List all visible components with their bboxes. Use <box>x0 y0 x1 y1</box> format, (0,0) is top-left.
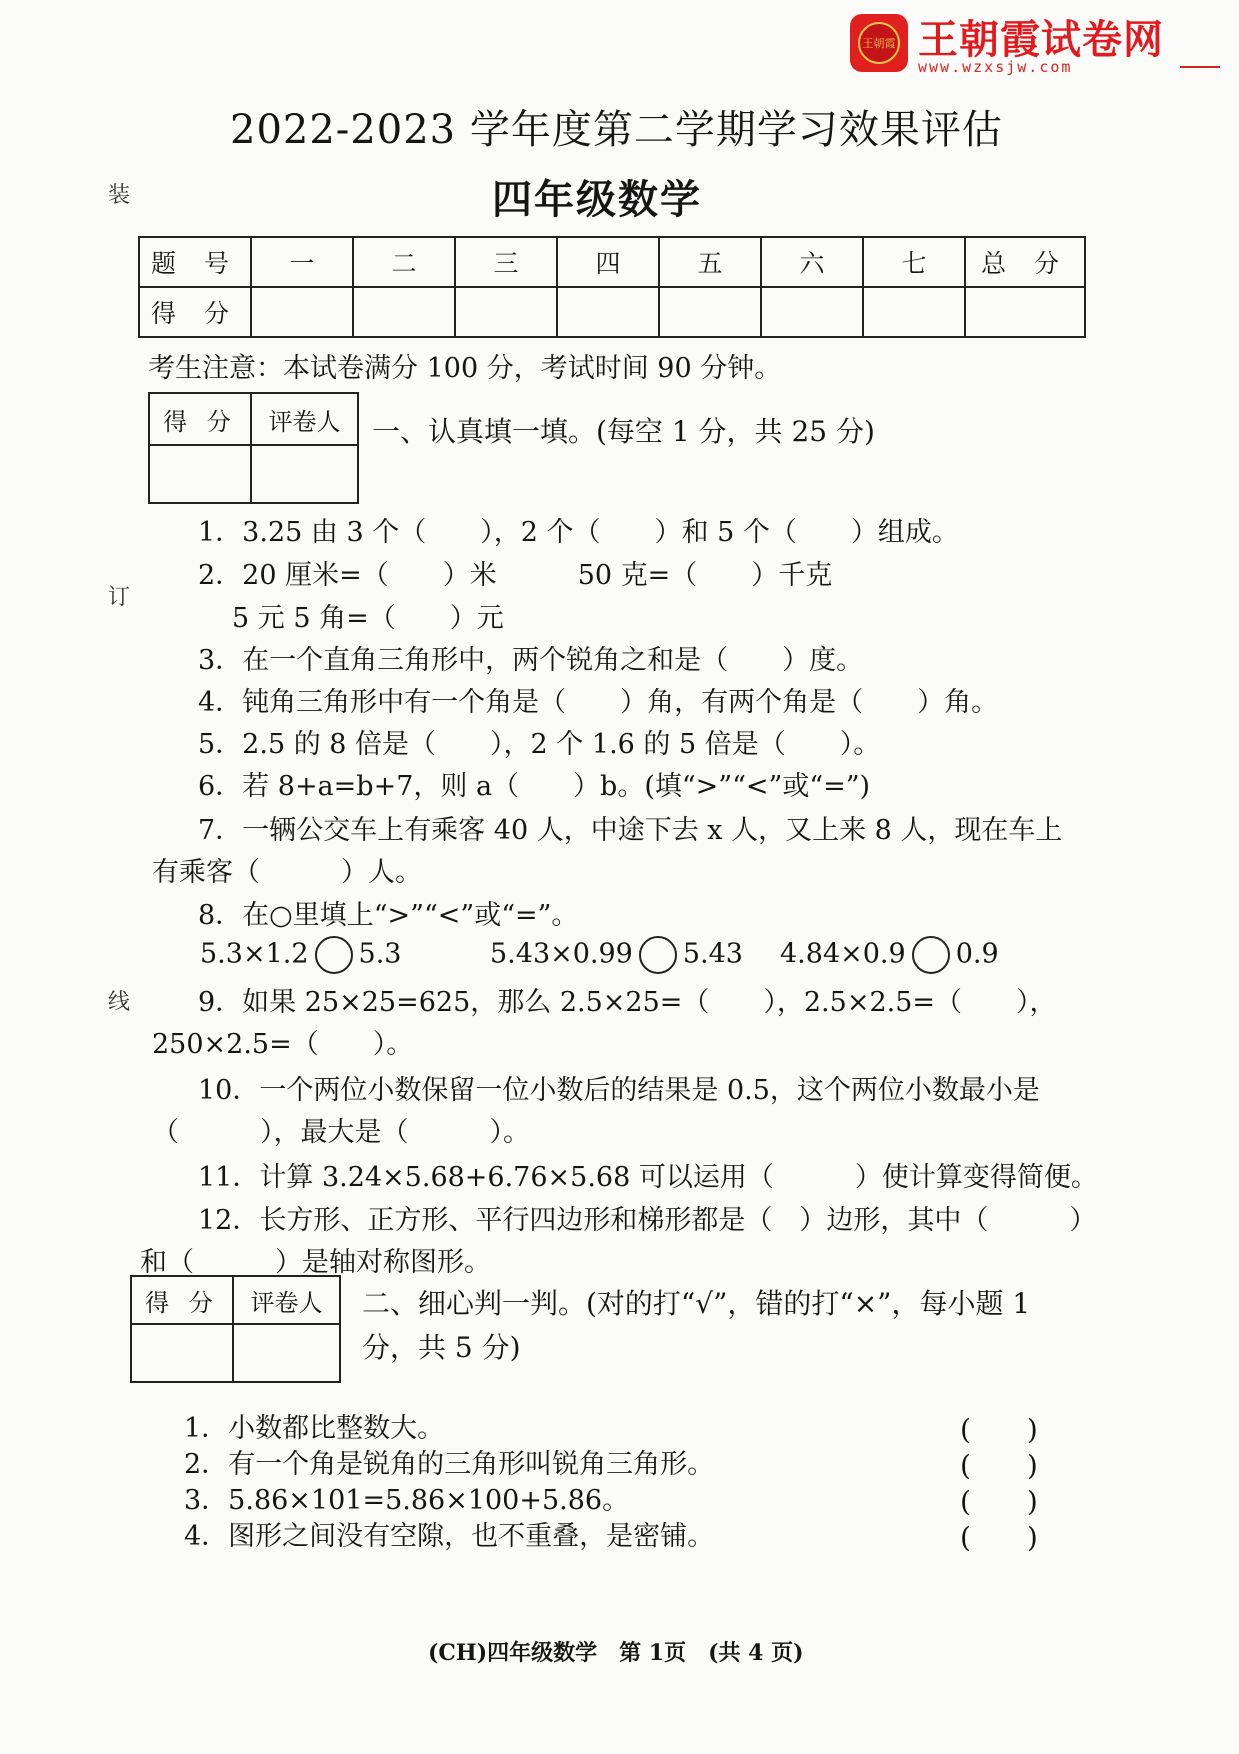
compare-item-1 <box>200 936 401 974</box>
compare-circle[interactable] <box>639 936 677 974</box>
compare-left: 5.43×0.99 <box>490 938 633 970</box>
score-table-col: 六 <box>761 237 863 287</box>
exam-notice: 考生注意：本试卷满分 100 分，考试时间 90 分钟。 <box>148 353 782 384</box>
judge-answer-1[interactable]: ( ) <box>960 1413 1038 1446</box>
page-title: 2022-2023 学年度第二学期学习效果评估 <box>230 107 1003 153</box>
margin-mark-top: 装 <box>108 183 131 208</box>
compare-circle[interactable] <box>315 936 353 974</box>
score-table-label: 题 号 <box>139 237 251 287</box>
score-cell[interactable] <box>659 287 761 337</box>
grader-score-cell[interactable] <box>131 1324 233 1382</box>
seal-icon: 王朝霞 <box>850 14 908 72</box>
judge-item-1: 1．小数都比整数大。 <box>184 1413 445 1444</box>
question-6: 6．若 8+a=b+7，则 a（ ）b。(填“>”“<”或“=”) <box>198 771 871 802</box>
section2-heading: 二、细心判一判。(对的打“√”，错的打“×”，每小题 1 <box>362 1287 1031 1320</box>
score-cell[interactable] <box>761 287 863 337</box>
judge-item-3: 3．5.86×101=5.86×100+5.86。 <box>184 1485 630 1516</box>
compare-left: 4.84×0.9 <box>780 938 906 970</box>
score-table-total: 总 分 <box>965 237 1085 287</box>
grader-score-label: 得 分 <box>131 1276 233 1324</box>
page-subtitle: 四年级数学 <box>492 176 702 223</box>
question-2b: 5 元 5 角=（ ）元 <box>232 603 504 634</box>
question-10: 10．一个两位小数保留一位小数后的结果是 0.5，这个两位小数最小是 <box>198 1075 1040 1106</box>
question-11: 11．计算 3.24×5.68+6.76×5.68 可以运用（ ）使计算变得简便。 <box>198 1162 1098 1193</box>
compare-item-3 <box>780 936 999 974</box>
question-10-cont: （ ），最大是（ ）。 <box>152 1117 530 1148</box>
grader-score-cell[interactable] <box>149 445 251 503</box>
compare-left: 5.3×1.2 <box>200 938 309 970</box>
judge-item-2: 2．有一个角是锐角的三角形叫锐角三角形。 <box>184 1449 715 1480</box>
question-8: 8．在○里填上“>”“<”或“=”。 <box>198 900 579 931</box>
judge-item-4: 4．图形之间没有空隙，也不重叠，是密铺。 <box>184 1521 715 1552</box>
score-cell[interactable] <box>965 287 1085 337</box>
score-cell[interactable] <box>353 287 455 337</box>
grader-box-section1 <box>148 392 359 504</box>
score-table-col: 二 <box>353 237 455 287</box>
judge-answer-3[interactable]: ( ) <box>960 1485 1038 1518</box>
watermark-logo <box>850 12 1225 78</box>
judge-answer-4[interactable]: ( ) <box>960 1521 1038 1554</box>
question-2: 2．20 厘米=（ ）米 50 克=（ ）千克 <box>198 560 833 591</box>
judge-answer-2[interactable]: ( ) <box>960 1449 1038 1482</box>
score-cell[interactable] <box>863 287 965 337</box>
question-5: 5．2.5 的 8 倍是（ ），2 个 1.6 的 5 倍是（ ）。 <box>198 729 881 760</box>
question-3: 3．在一个直角三角形中，两个锐角之和是（ ）度。 <box>198 645 864 676</box>
site-url: www.wzxsjw.com <box>918 58 1073 76</box>
question-12-cont: 和（ ）是轴对称图形。 <box>140 1247 491 1278</box>
question-9-cont: 250×2.5=（ ）。 <box>152 1029 414 1060</box>
score-table-col: 五 <box>659 237 761 287</box>
grader-name-cell[interactable] <box>233 1324 340 1382</box>
grader-name-label: 评卷人 <box>251 393 358 445</box>
page-footer: (CH)四年级数学 第 1页 (共 4 页) <box>428 1640 804 1666</box>
question-1: 1．3.25 由 3 个（ ），2 个（ ）和 5 个（ ）组成。 <box>198 517 959 548</box>
score-cell[interactable] <box>455 287 557 337</box>
question-4: 4．钝角三角形中有一个角是（ ）角，有两个角是（ ）角。 <box>198 687 999 718</box>
score-table-col: 四 <box>557 237 659 287</box>
section2-heading-cont: 分，共 5 分) <box>362 1331 521 1364</box>
score-table-score-row <box>139 287 1085 337</box>
score-table-header-row <box>139 237 1085 287</box>
question-7: 7．一辆公交车上有乘客 40 人，中途下去 x 人，又上来 8 人，现在车上 <box>198 815 1063 846</box>
margin-mark-bottom: 线 <box>108 990 131 1015</box>
section1-heading: 一、认真填一填。(每空 1 分，共 25 分) <box>372 415 875 448</box>
question-9: 9．如果 25×25=625，那么 2.5×25=（ ），2.5×2.5=（ ）， <box>198 987 1057 1018</box>
compare-right: 0.9 <box>955 938 999 970</box>
compare-right: 5.3 <box>358 938 402 970</box>
score-table <box>138 236 1086 338</box>
score-cell[interactable] <box>557 287 659 337</box>
site-name: 王朝霞试卷网 <box>918 17 1164 63</box>
question-7-cont: 有乘客（ ）人。 <box>152 857 422 888</box>
compare-circle[interactable] <box>912 936 950 974</box>
score-row-label: 得 分 <box>139 287 251 337</box>
score-table-col: 一 <box>251 237 353 287</box>
question-12: 12．长方形、正方形、平行四边形和梯形都是（ ）边形，其中（ ） <box>198 1205 1097 1236</box>
grader-score-label: 得 分 <box>149 393 251 445</box>
score-table-col: 三 <box>455 237 557 287</box>
grader-name-cell[interactable] <box>251 445 358 503</box>
score-table-col: 七 <box>863 237 965 287</box>
margin-mark-middle: 订 <box>108 585 131 610</box>
grader-box-section2 <box>130 1275 341 1383</box>
compare-right: 5.43 <box>682 938 743 970</box>
score-cell[interactable] <box>251 287 353 337</box>
compare-item-2 <box>490 936 743 974</box>
grader-name-label: 评卷人 <box>233 1276 340 1324</box>
